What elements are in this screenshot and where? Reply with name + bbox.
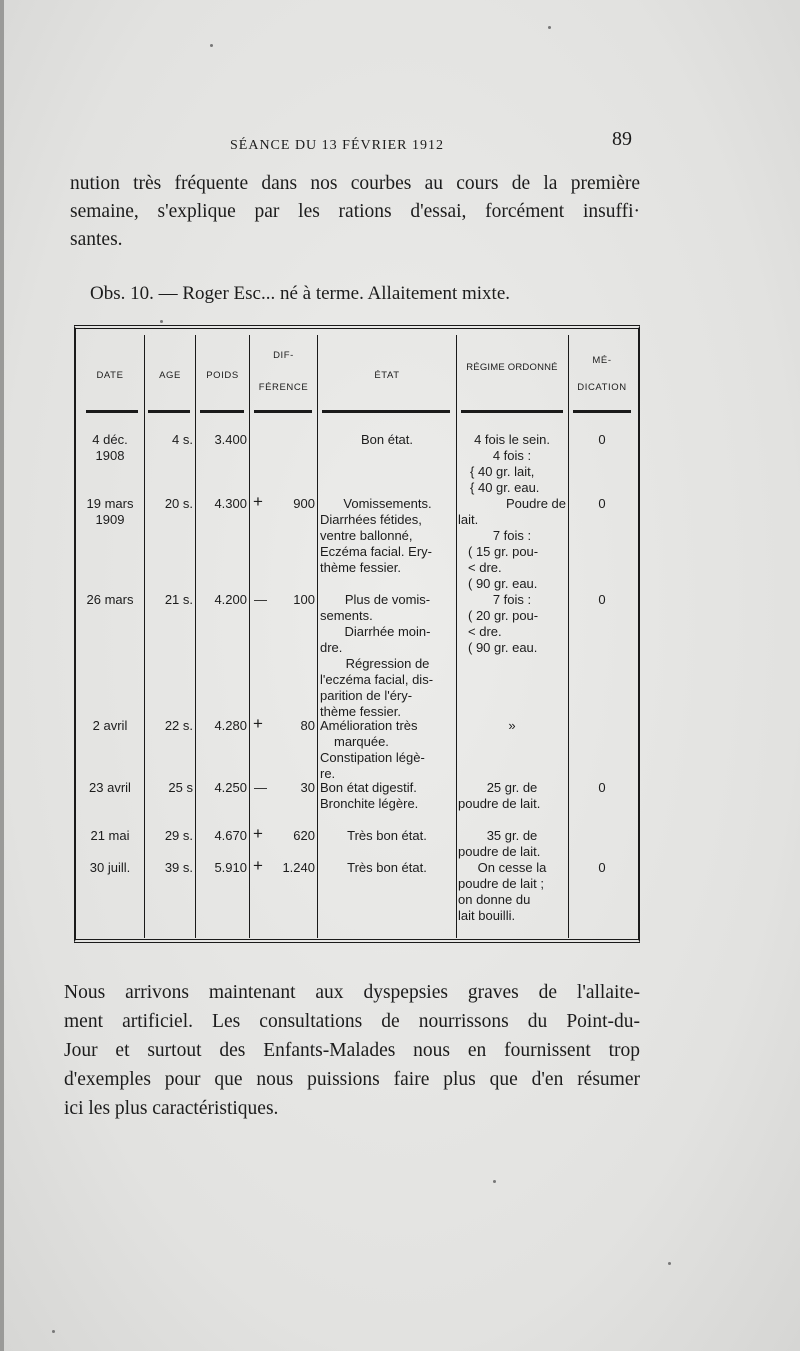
table-row-2-etat [320,496,455,576]
dust-speck [210,44,213,47]
col-divider [456,335,457,938]
regime-line: on donne du [458,892,531,907]
regime-line: < dre. [468,560,502,575]
etat-line: Plus de vomis- [344,592,431,607]
regime-line: ( 90 gr. eau. [468,576,538,591]
etat-line: Régression de [345,656,430,671]
etat-line: Bronchite légère. [320,796,419,811]
para1-line: semaine, s'explique par les rations d'essai, forcément insuffi· [70,201,640,222]
header-rule [461,410,563,413]
regime-line: 7 fois : [492,528,532,543]
regime-line: 25 gr. de [486,780,538,795]
paragraph-closing [64,978,640,1123]
header-date: DATE [96,370,124,381]
etat-line: marquée. [334,734,389,749]
table-row-4-diff: 80 [300,718,315,733]
date-line: 1909 [95,512,125,527]
etat-line: Eczéma facial. Ery- [320,544,432,559]
page-number: 89 [612,128,632,150]
table-row-7-sign: + [253,856,263,875]
table-row-2-age: 20 s. [164,496,193,511]
etat-line: re. [320,766,336,781]
table-row-7-etat: Très bon état. [347,860,427,875]
dust-speck [668,1262,671,1265]
etat-line: parition de l'éry- [320,688,413,703]
para2-line: ici les plus caractéristiques. [64,1098,279,1119]
table-row-2-poids: 4.300 [214,496,247,511]
etat-line: l'eczéma facial, dis- [320,672,434,687]
regime-line: poudre de lait ; [458,876,545,891]
regime-line: ( 15 gr. pou- [468,544,539,559]
table-row-6-sign: + [253,824,263,843]
regime-value: 90 gr. eau. [475,640,538,655]
table-row-5-diff: 30 [300,780,315,795]
table-row-3-poids: 4.200 [214,592,247,607]
date-line: 1908 [95,448,125,463]
para1-line: santes. [70,229,123,250]
header-etat: ÉTAT [374,370,400,381]
col-divider [195,335,196,938]
table-row-3-date: 26 mars [86,592,134,607]
paragraph-intro [70,170,640,254]
etat-line: Constipation légè- [320,750,425,765]
table-row-5-poids: 4.250 [214,780,247,795]
table-row-4-regime: » [508,718,516,733]
regime-line: ( 90 gr. eau. [468,640,538,655]
table-row-4-age: 22 s. [164,718,193,733]
table-row-5-sign: — [254,780,267,795]
table-row-5-med: 0 [598,780,606,795]
table-row-4-date: 2 avril [92,718,128,733]
para2-line: ment artificiel. Les consultations de nourrissons du Point-du- [64,1011,640,1032]
para1-line: nution très fréquente dans nos courbes au cours de la première [70,173,640,194]
header-rule [254,410,312,413]
regime-value: 40 gr. eau. [477,480,540,495]
header-rule [86,410,138,413]
table-row-1-etat: Bon état. [360,432,414,447]
header-rule [148,410,190,413]
header-medication-2: DICATION [577,382,627,393]
observation-title: Obs. 10. — Roger Esc... né à terme. Allaitement mixte. [90,283,511,304]
regime-value: 40 gr. lait, [477,464,535,479]
header-medication-1: MÉ- [592,355,612,366]
regime-line: ( 20 gr. pou- [468,608,539,623]
table-row-6-regime [458,828,566,860]
table-row-3-etat [320,592,455,720]
col-divider [249,335,250,938]
header-difference-1: DIF- [273,350,294,361]
etat-line: ventre ballonné, [320,528,413,543]
table-row-7-diff: 1.240 [282,860,315,875]
regime-value: 90 gr. eau. [475,576,538,591]
etat-line: Diarrhées fétides, [320,512,422,527]
regime-line: { 40 gr. lait, [470,464,535,479]
col-divider [144,335,145,938]
regime-value: dre. [479,624,502,639]
etat-line: Diarrhée moin- [344,624,431,639]
regime-line: On cesse la [477,860,547,875]
table-row-4-etat [320,718,455,782]
table-row-2-diff: 900 [293,496,315,511]
regime-line: 4 fois le sein. [474,432,550,447]
header-rule [200,410,244,413]
etat-line: dre. [320,640,343,655]
regime-line: lait bouilli. [458,908,516,923]
regime-line: Poudre de [506,496,566,511]
regime-line: lait. [458,512,479,527]
table-row-4-poids: 4.280 [214,718,247,733]
para2-line: Nous arrivons maintenant aux dyspepsies graves de l'allaite- [64,982,640,1003]
regime-line: poudre de lait. [458,796,541,811]
table-row-4-sign: + [253,714,263,733]
regime-line: < dre. [468,624,502,639]
table-row-6-etat: Très bon état. [347,828,427,843]
etat-line: thème fessier. [320,560,401,575]
table-row-7-date: 30 juill. [89,860,131,875]
header-rule [322,410,450,413]
table-row-5-regime [458,780,566,812]
etat-line: Bon état digestif. [320,780,417,795]
table-row-2-med: 0 [598,496,606,511]
regime-value: 20 gr. pou- [475,608,539,623]
etat-line: sements. [320,608,373,623]
table-row-2-sign: + [253,492,263,511]
para2-line: d'exemples pour que nous puissions faire plus que d'en résumer [64,1069,640,1090]
header-regime: RÉGIME ORDONNÉ [466,362,558,373]
header-poids: POIDS [206,370,239,381]
table-row-3-age: 21 s. [164,592,193,607]
table-row-3-diff: 100 [293,592,315,607]
table-row-7-med: 0 [598,860,606,875]
table-row-3-sign: — [254,592,267,607]
regime-line: poudre de lait. [458,844,541,859]
table-row-6-diff: 620 [293,828,315,843]
table-row-6-poids: 4.670 [214,828,247,843]
table-row-6-date: 21 mai [90,828,130,843]
etat-line: thème fessier. [320,704,401,719]
col-divider [317,335,318,938]
regime-line: { 40 gr. eau. [470,480,540,495]
header-rule [573,410,631,413]
etat-line: Amélioration très [320,718,418,733]
date-line: 19 mars [86,496,134,511]
col-divider [568,335,569,938]
regime-line: 35 gr. de [486,828,538,843]
table-row-2-date [78,496,142,528]
regime-line: 7 fois : [492,592,532,607]
regime-value: 15 gr. pou- [475,544,539,559]
table-row-5-date: 23 avril [89,780,131,795]
table-row-1-date [78,432,142,464]
table-row-3-med: 0 [598,592,606,607]
table-row-7-age: 39 s. [164,860,193,875]
table-row-1-regime [456,432,568,528]
regime-line: 4 fois : [492,448,532,463]
table-row-5-etat [320,780,455,812]
dust-speck [160,320,163,323]
dust-speck [52,1330,55,1333]
table-row-3-regime [458,592,566,656]
regime-value: dre. [479,560,502,575]
header-difference-2: FÉRENCE [258,382,309,393]
date-line: 4 déc. [92,432,128,447]
table-row-2-regime [458,528,566,592]
table-row-1-age: 4 s. [172,432,193,447]
table-row-1-poids: 3.400 [214,432,247,447]
dust-speck [493,1180,496,1183]
running-head: SÉANCE DU 13 FÉVRIER 1912 [230,138,445,153]
table-row-6-age: 29 s. [164,828,193,843]
page-edge [0,0,4,1351]
table-row-7-poids: 5.910 [214,860,247,875]
para2-line: Jour et surtout des Enfants-Malades nous en fournissent trop [64,1040,640,1061]
header-age: AGE [159,370,181,381]
etat-line: Vomissements. [343,496,432,511]
table-row-5-age: 25 s [168,780,193,795]
table-row-7-regime [458,860,566,924]
dust-speck [548,26,551,29]
table-row-1-med: 0 [598,432,606,447]
